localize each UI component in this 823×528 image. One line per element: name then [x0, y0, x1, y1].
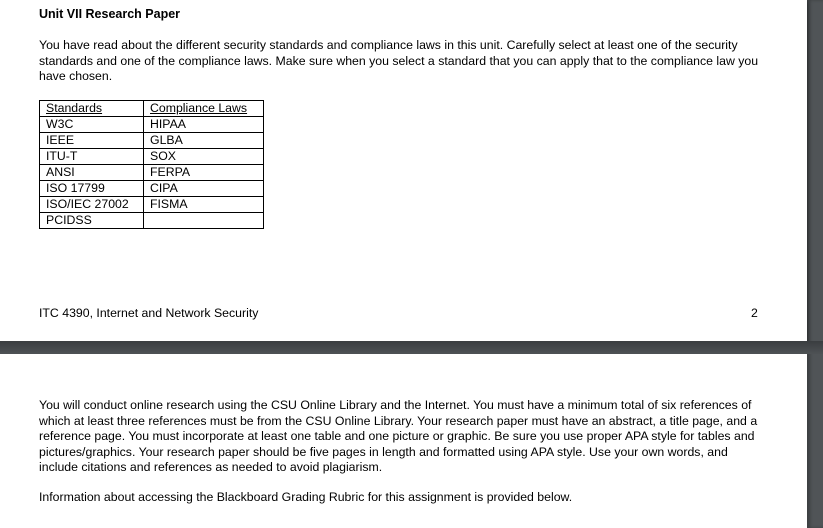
table-row [40, 117, 264, 133]
table-row [40, 165, 264, 181]
law-cell: GLBA [144, 133, 264, 149]
page-footer-course: ITC 4390, Internet and Network Security [39, 306, 259, 320]
table-row [40, 181, 264, 197]
standard-cell: IEEE [40, 133, 144, 149]
law-cell [144, 213, 264, 229]
law-cell: FISMA [144, 197, 264, 213]
intro-paragraph: You have read about the different security standards and compliance laws in this unit. Carefully select at least one of the security standards and one of the compliance laws. Make sure when you select a standard that you can apply that to the compliance law you have chosen. [39, 38, 759, 84]
table-row [40, 149, 264, 165]
document-title: Unit VII Research Paper [39, 7, 181, 21]
law-cell: SOX [144, 149, 264, 165]
research-requirements-paragraph: You will conduct online research using the CSU Online Library and the Internet. You must have a minimum total of six references of which at least three references must be from the CSU Online Library. Your research paper must have an abstract, a title page, and a reference page. You must incorporate at least one table and one picture or graphic. Be sure you use proper APA style for tables and pictures/graphics. Your research paper should be five pages in length and formatted using APA style. Use your own words, and include citations and references as needed to avoid plagiarism. [39, 398, 758, 475]
table-header-row [40, 101, 264, 117]
rubric-info-paragraph: Information about accessing the Blackboard Grading Rubric for this assignment is provided below. [39, 490, 573, 504]
law-cell: CIPA [144, 181, 264, 197]
viewer-scrollbar-track[interactable] [807, 0, 823, 528]
page-number: 2 [751, 306, 758, 320]
document-page-3 [0, 354, 807, 528]
header-compliance-laws: Compliance Laws [144, 101, 264, 117]
table-row [40, 133, 264, 149]
header-standards: Standards [40, 101, 144, 117]
standard-cell: ISO/IEC 27002 [40, 197, 144, 213]
standard-cell: ISO 17799 [40, 181, 144, 197]
standard-cell: ITU-T [40, 149, 144, 165]
table-row [40, 213, 264, 229]
page-separator [0, 341, 823, 354]
law-cell: FERPA [144, 165, 264, 181]
standard-cell: W3C [40, 117, 144, 133]
standards-laws-table [39, 100, 264, 229]
standard-cell: PCIDSS [40, 213, 144, 229]
law-cell: HIPAA [144, 117, 264, 133]
standard-cell: ANSI [40, 165, 144, 181]
table-row [40, 197, 264, 213]
